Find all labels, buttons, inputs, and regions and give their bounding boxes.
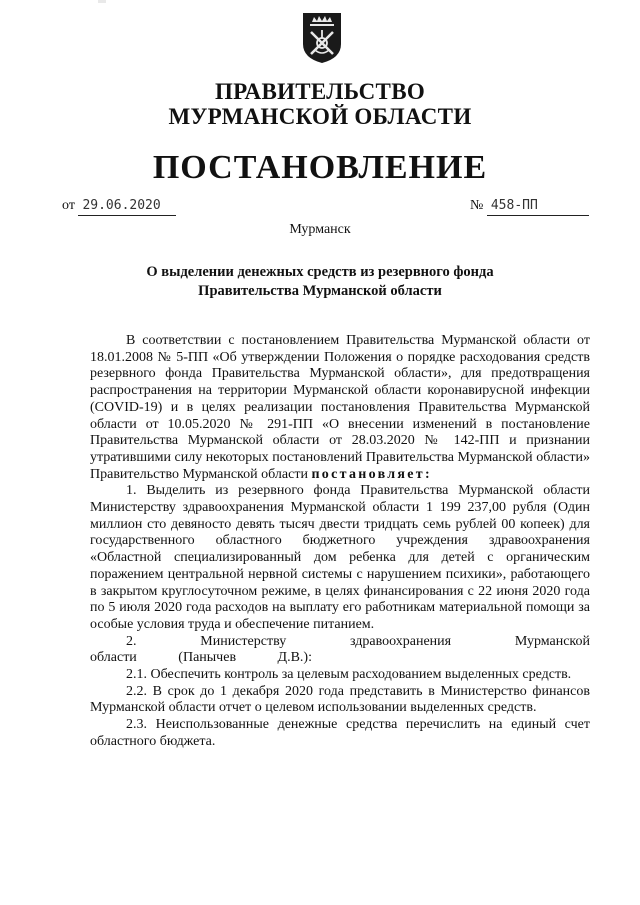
date-prefix: от bbox=[62, 198, 75, 213]
document-type: ПОСТАНОВЛЕНИЕ bbox=[152, 149, 488, 186]
document-date: 29.06.2020 bbox=[78, 197, 176, 216]
scan-mark bbox=[98, 0, 106, 3]
paragraph-2-2: 2.2. В срок до 1 декабря 2020 года представить в Министерство финансов Мурманской области отчет о целевом использовании выделенных средств. bbox=[90, 683, 590, 716]
number-line bbox=[470, 197, 589, 216]
preamble-paragraph bbox=[90, 333, 590, 483]
document-body bbox=[90, 333, 590, 751]
preamble-text: В соответствии с постановлением Правительства Мурманской области от 18.01.2008 № 5-ПП «Об утверждении Положения о порядке расходования средств резервного фонда Правительства Мурманской области», для предотвращения распространения на территории Мурманской области коронавирусной инфекции (COVID-19) и в целях реализации постановления Правительства Мурманской области от 10.05.2020 № 291-ПП «О внесении изменений в постановление Правительства Мурманской области от 28.03.2020 № 142-ПП и признании утратившими силу некоторых постановлений Правительства Мурманской области» Правительство Мурманской области bbox=[90, 333, 590, 482]
coat-of-arms-icon bbox=[301, 10, 343, 64]
paragraph-1: 1. Выделить из резервного фонда Правительства Мурманской области Министерству здравоохранения Мурманской области 1 199 237,00 рубля (Один миллион сто девяносто девять тысяч двести тридцать семь рублей 00 копеек) для государственного областного бюджетного учреждения здравоохранения «Областной специализированный дом ребенка для детей с органическим поражением центральной нервной системы с нарушением психики», работающего в закрытом круглосуточном режиме, в целях финансирования с 22 июня 2020 года по 5 июля 2020 года расходов на выплату его работникам материальной помощи за особые условия труда и обеспечение питанием. bbox=[90, 483, 590, 632]
date-line bbox=[62, 197, 176, 216]
city: Мурманск bbox=[289, 222, 351, 237]
subject-line1: О выделении денежных средств из резервного фонда bbox=[146, 264, 494, 280]
paragraph-2: 2. Министерству здравоохранения Мурманской области (Панычев Д.В.): bbox=[90, 633, 590, 666]
number-prefix: № bbox=[470, 198, 484, 213]
paragraph-2-1: 2.1. Обеспечить контроль за целевым расходованием выделенных средств. bbox=[126, 667, 572, 683]
resolve-word: постановляет: bbox=[311, 466, 432, 482]
document-subject bbox=[0, 263, 640, 301]
document-number: 458-ПП bbox=[487, 197, 589, 216]
org-name-line2: МУРМАНСКОЙ ОБЛАСТИ bbox=[168, 104, 472, 129]
subject-line2: Правительства Мурманской области bbox=[198, 283, 442, 299]
paragraph-2-3: 2.3. Неиспользованные денежные средства перечислить на единый счет областного бюджета. bbox=[90, 717, 590, 749]
org-name-line1: ПРАВИТЕЛЬСТВО bbox=[214, 79, 426, 104]
